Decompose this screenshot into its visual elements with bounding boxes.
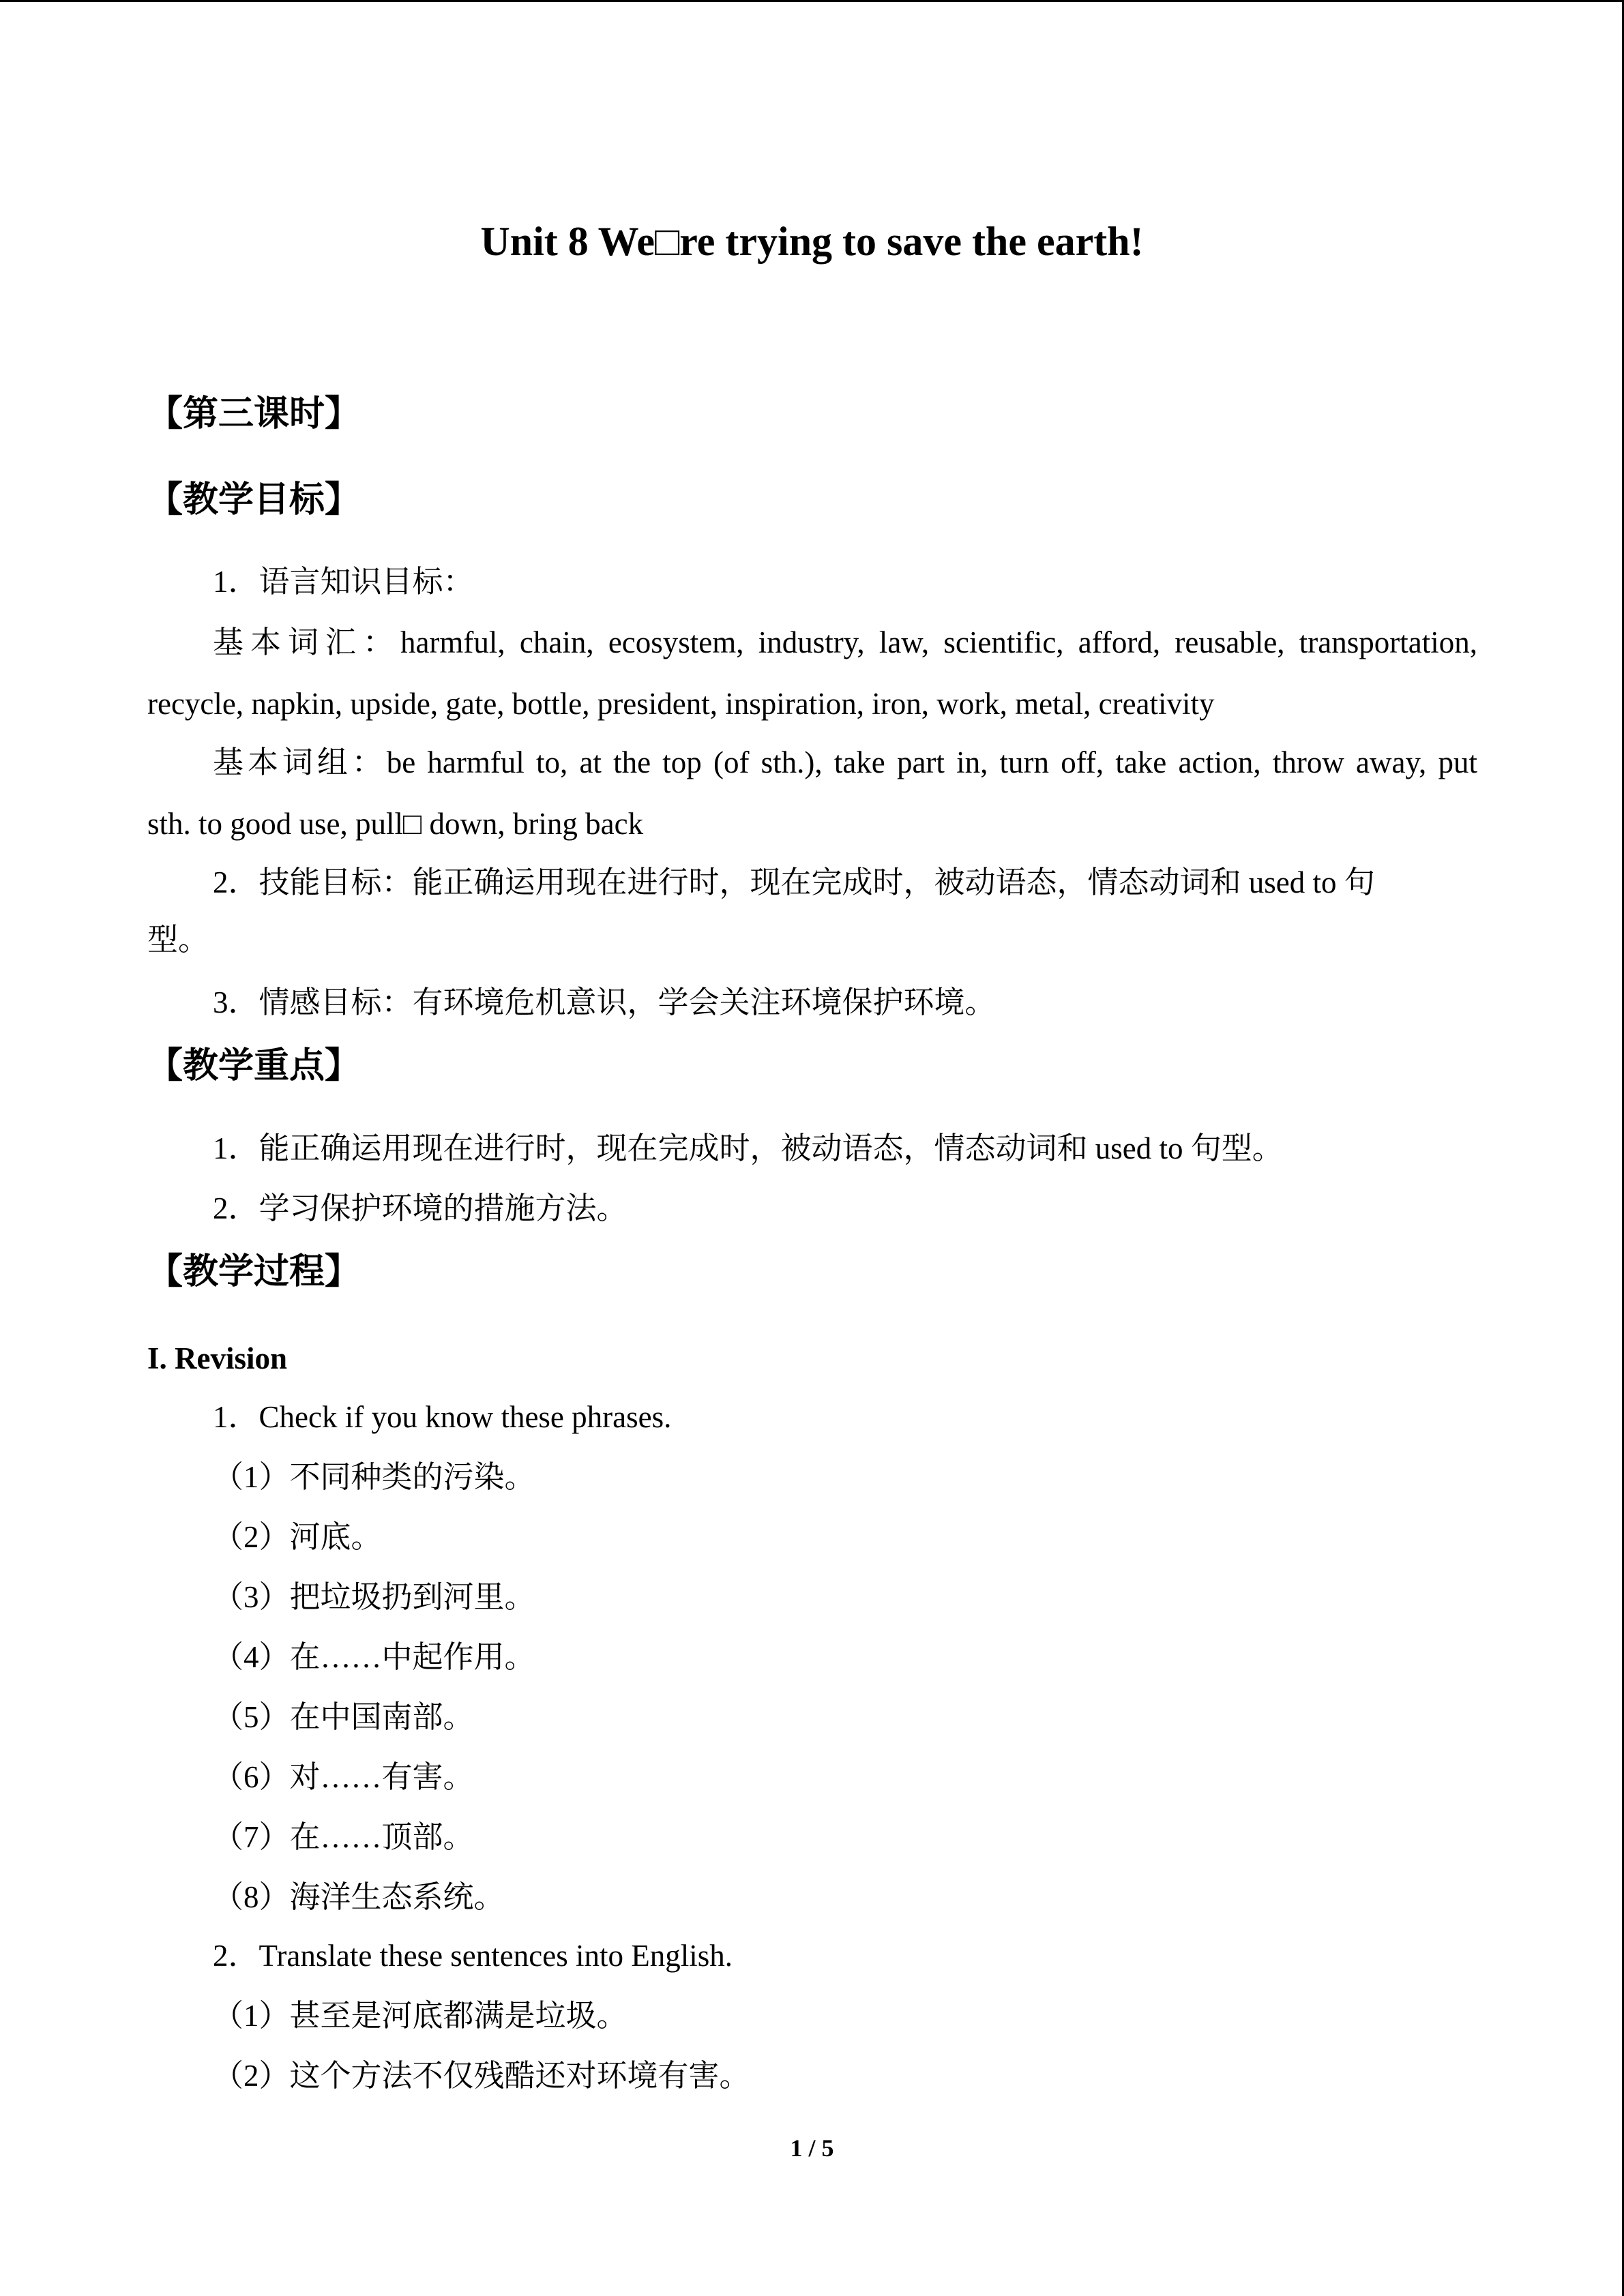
section-heading-period: 【第三课时】 — [147, 393, 361, 434]
phrase-item: （8）海洋生态系统。 — [213, 1880, 505, 1914]
section-heading-key-points: 【教学重点】 — [147, 1045, 361, 1086]
section-heading-objectives: 【教学目标】 — [147, 479, 361, 520]
sentence-item: （1）甚至是河底都满是垃圾。 — [213, 1999, 628, 2033]
phrase-item: （7）在……顶部。 — [213, 1820, 474, 1854]
document-title: Unit 8 We□re trying to save the earth! — [480, 219, 1144, 264]
revision-heading: I. Revision — [147, 1341, 288, 1375]
phrase-item: （3）把垃圾扔到河里。 — [213, 1580, 535, 1614]
phrases-line-2: sth. to good use, pull□ down, bring back — [147, 807, 644, 841]
objective-emotion: 3．情感目标：有环境危机意识，学会关注环境保护环境。 — [213, 985, 996, 1019]
page-top-border — [0, 0, 1624, 2]
objective-language: 1．语言知识目标： — [213, 565, 474, 599]
phrase-item: （5）在中国南部。 — [213, 1700, 474, 1734]
vocabulary-line-1: 基本词汇：harmful, chain, ecosystem, industry, law, scientific, afford, reusable, transportation, — [213, 625, 1477, 659]
vocabulary-line-2: recycle, napkin, upside, gate, bottle, president, inspiration, iron, work, metal, creativity — [147, 687, 1215, 721]
key-point-2: 2．学习保护环境的措施方法。 — [213, 1191, 628, 1225]
objective-skills-line-1: 2．技能目标：能正确运用现在进行时，现在完成时，被动语态，情态动词和 used to 句 — [213, 865, 1375, 899]
revision-task-2: 2．Translate these sentences into English. — [213, 1939, 733, 1973]
phrase-item: （4）在……中起作用。 — [213, 1640, 535, 1674]
phrase-item: （1）不同种类的污染。 — [213, 1460, 535, 1494]
phrase-item: （6）对……有害。 — [213, 1760, 474, 1794]
page-number: 1 / 5 — [790, 2134, 834, 2162]
sentence-item: （2）这个方法不仅残酷还对环境有害。 — [213, 2059, 750, 2093]
phrases-line-1: 基本词组：be harmful to, at the top (of sth.), take part in, turn off, take action, throw away, put — [213, 745, 1477, 779]
section-heading-process: 【教学过程】 — [147, 1251, 361, 1292]
phrase-item: （2）河底。 — [213, 1520, 382, 1554]
objective-skills-line-2: 型。 — [147, 923, 209, 957]
revision-task-1: 1．Check if you know these phrases. — [213, 1400, 672, 1434]
key-point-1: 1．能正确运用现在进行时，现在完成时，被动语态，情态动词和 used to 句型。 — [213, 1131, 1283, 1165]
